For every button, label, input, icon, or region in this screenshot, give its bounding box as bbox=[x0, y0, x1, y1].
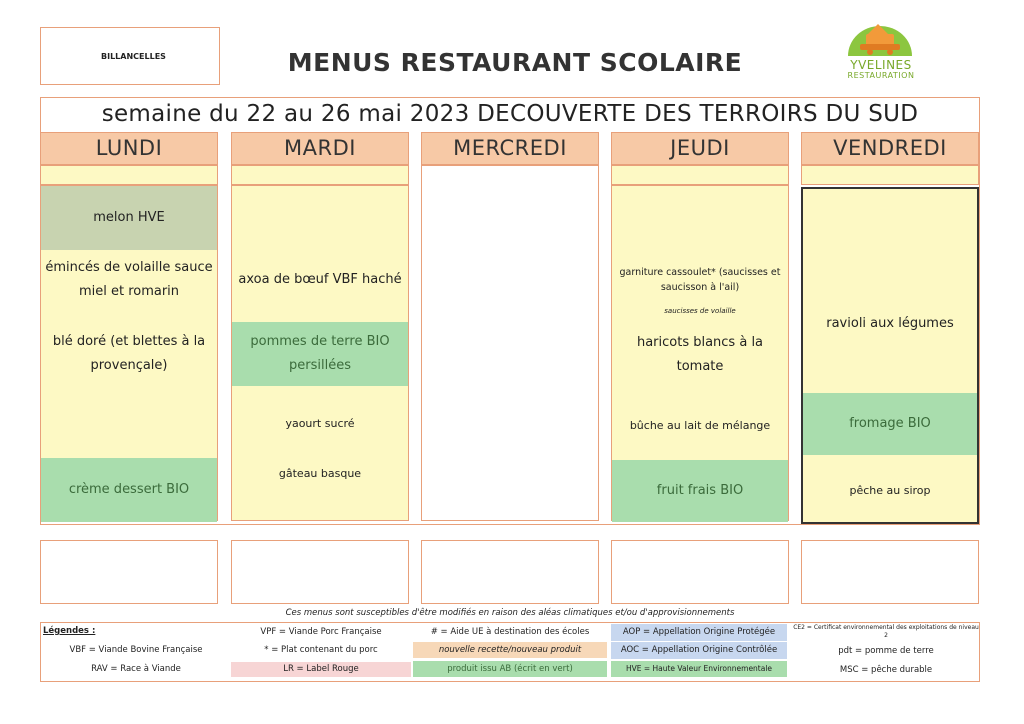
day-header-mercredi: MERCREDI bbox=[421, 132, 599, 165]
empty-box bbox=[231, 540, 409, 604]
menu-item: bûche au lait de mélange bbox=[629, 418, 771, 432]
menu-item: pêche au sirop bbox=[849, 483, 931, 497]
day-header-jeudi: JEUDI bbox=[611, 132, 789, 165]
menu-item: garniture cassoulet* (saucisses et saucisson à l'ail) bbox=[619, 267, 781, 293]
legend-box bbox=[40, 622, 980, 682]
day-sub-mardi bbox=[231, 165, 409, 185]
day-body-mardi bbox=[231, 185, 409, 521]
menu-item: yaourt sucré bbox=[285, 416, 355, 430]
legend-ue: # = Aide UE à destination des écoles bbox=[430, 627, 590, 637]
legend-ab: produit issu AB (écrit en vert) bbox=[413, 661, 607, 677]
legend-title: Légendes : bbox=[43, 626, 96, 636]
menu-item: haricots blancs à la tomate bbox=[636, 335, 764, 374]
menu-item-note: saucisses de volaille bbox=[664, 307, 736, 315]
day-sub-jeudi bbox=[611, 165, 789, 185]
legend-rav: RAV = Race à Viande bbox=[91, 664, 181, 674]
school-name-box bbox=[40, 27, 220, 85]
legend-msc: MSC = pêche durable bbox=[839, 665, 933, 675]
day-body-mercredi bbox=[421, 165, 599, 521]
legend-pdt: pdt = pomme de terre bbox=[838, 646, 934, 656]
legend-vpf: VPF = Viande Porc Française bbox=[260, 627, 382, 637]
logo-text-restauration: RESTAURATION bbox=[847, 71, 915, 80]
menu-item: crème dessert BIO bbox=[41, 458, 217, 522]
legend-porc: * = Plat contenant du porc bbox=[264, 645, 378, 655]
empty-box bbox=[611, 540, 789, 604]
day-header-lundi: LUNDI bbox=[40, 132, 218, 165]
menu-item: blé doré (et blettes à la provençale) bbox=[52, 334, 206, 373]
day-body-lundi bbox=[40, 185, 218, 521]
menu-item: fruit frais BIO bbox=[612, 460, 788, 522]
legend-ce2: CE2 = Certificat environnemental des exploitations de niveau 2 bbox=[793, 624, 979, 639]
menu-item: ravioli aux légumes bbox=[826, 316, 954, 331]
legend-hve: HVE = Haute Valeur Environnementale bbox=[611, 661, 787, 677]
menu-item: pommes de terre BIO persillées bbox=[232, 322, 408, 386]
menu-item: fromage BIO bbox=[803, 393, 977, 455]
day-sub-vendredi bbox=[801, 165, 979, 185]
day-body-jeudi bbox=[611, 185, 789, 521]
menu-item: émincés de volaille sauce miel et romarin bbox=[45, 260, 213, 299]
legend-aop: AOP = Appellation Origine Protégée bbox=[611, 624, 787, 641]
day-header-vendredi: VENDREDI bbox=[801, 132, 979, 165]
empty-box bbox=[801, 540, 979, 604]
menu-item: gâteau basque bbox=[278, 466, 362, 480]
week-title: semaine du 22 au 26 mai 2023 DECOUVERTE DES TERROIRS DU SUD bbox=[41, 98, 979, 130]
legend-aoc: AOC = Appellation Origine Contrôlée bbox=[611, 642, 787, 659]
empty-box bbox=[40, 540, 218, 604]
day-header-mardi: MARDI bbox=[231, 132, 409, 165]
empty-box bbox=[421, 540, 599, 604]
menu-item: axoa de bœuf VBF haché bbox=[238, 272, 402, 287]
day-sub-lundi bbox=[40, 165, 218, 185]
menu-item: melon HVE bbox=[41, 186, 217, 250]
logo-text-yvelines: YVELINES bbox=[850, 58, 912, 72]
legend-lr: LR = Label Rouge bbox=[231, 662, 411, 677]
page-title: MENUS RESTAURANT SCOLAIRE bbox=[287, 48, 743, 77]
legend-nouvelle: nouvelle recette/nouveau produit bbox=[413, 642, 607, 658]
disclaimer: Ces menus sont susceptibles d'être modifiés en raison des aléas climatiques et/ou d'approvisionnements bbox=[285, 608, 735, 618]
school-name: BILLANCELLES bbox=[101, 52, 166, 61]
legend-vbf: VBF = Viande Bovine Française bbox=[69, 645, 203, 655]
day-body-vendredi bbox=[801, 187, 979, 524]
